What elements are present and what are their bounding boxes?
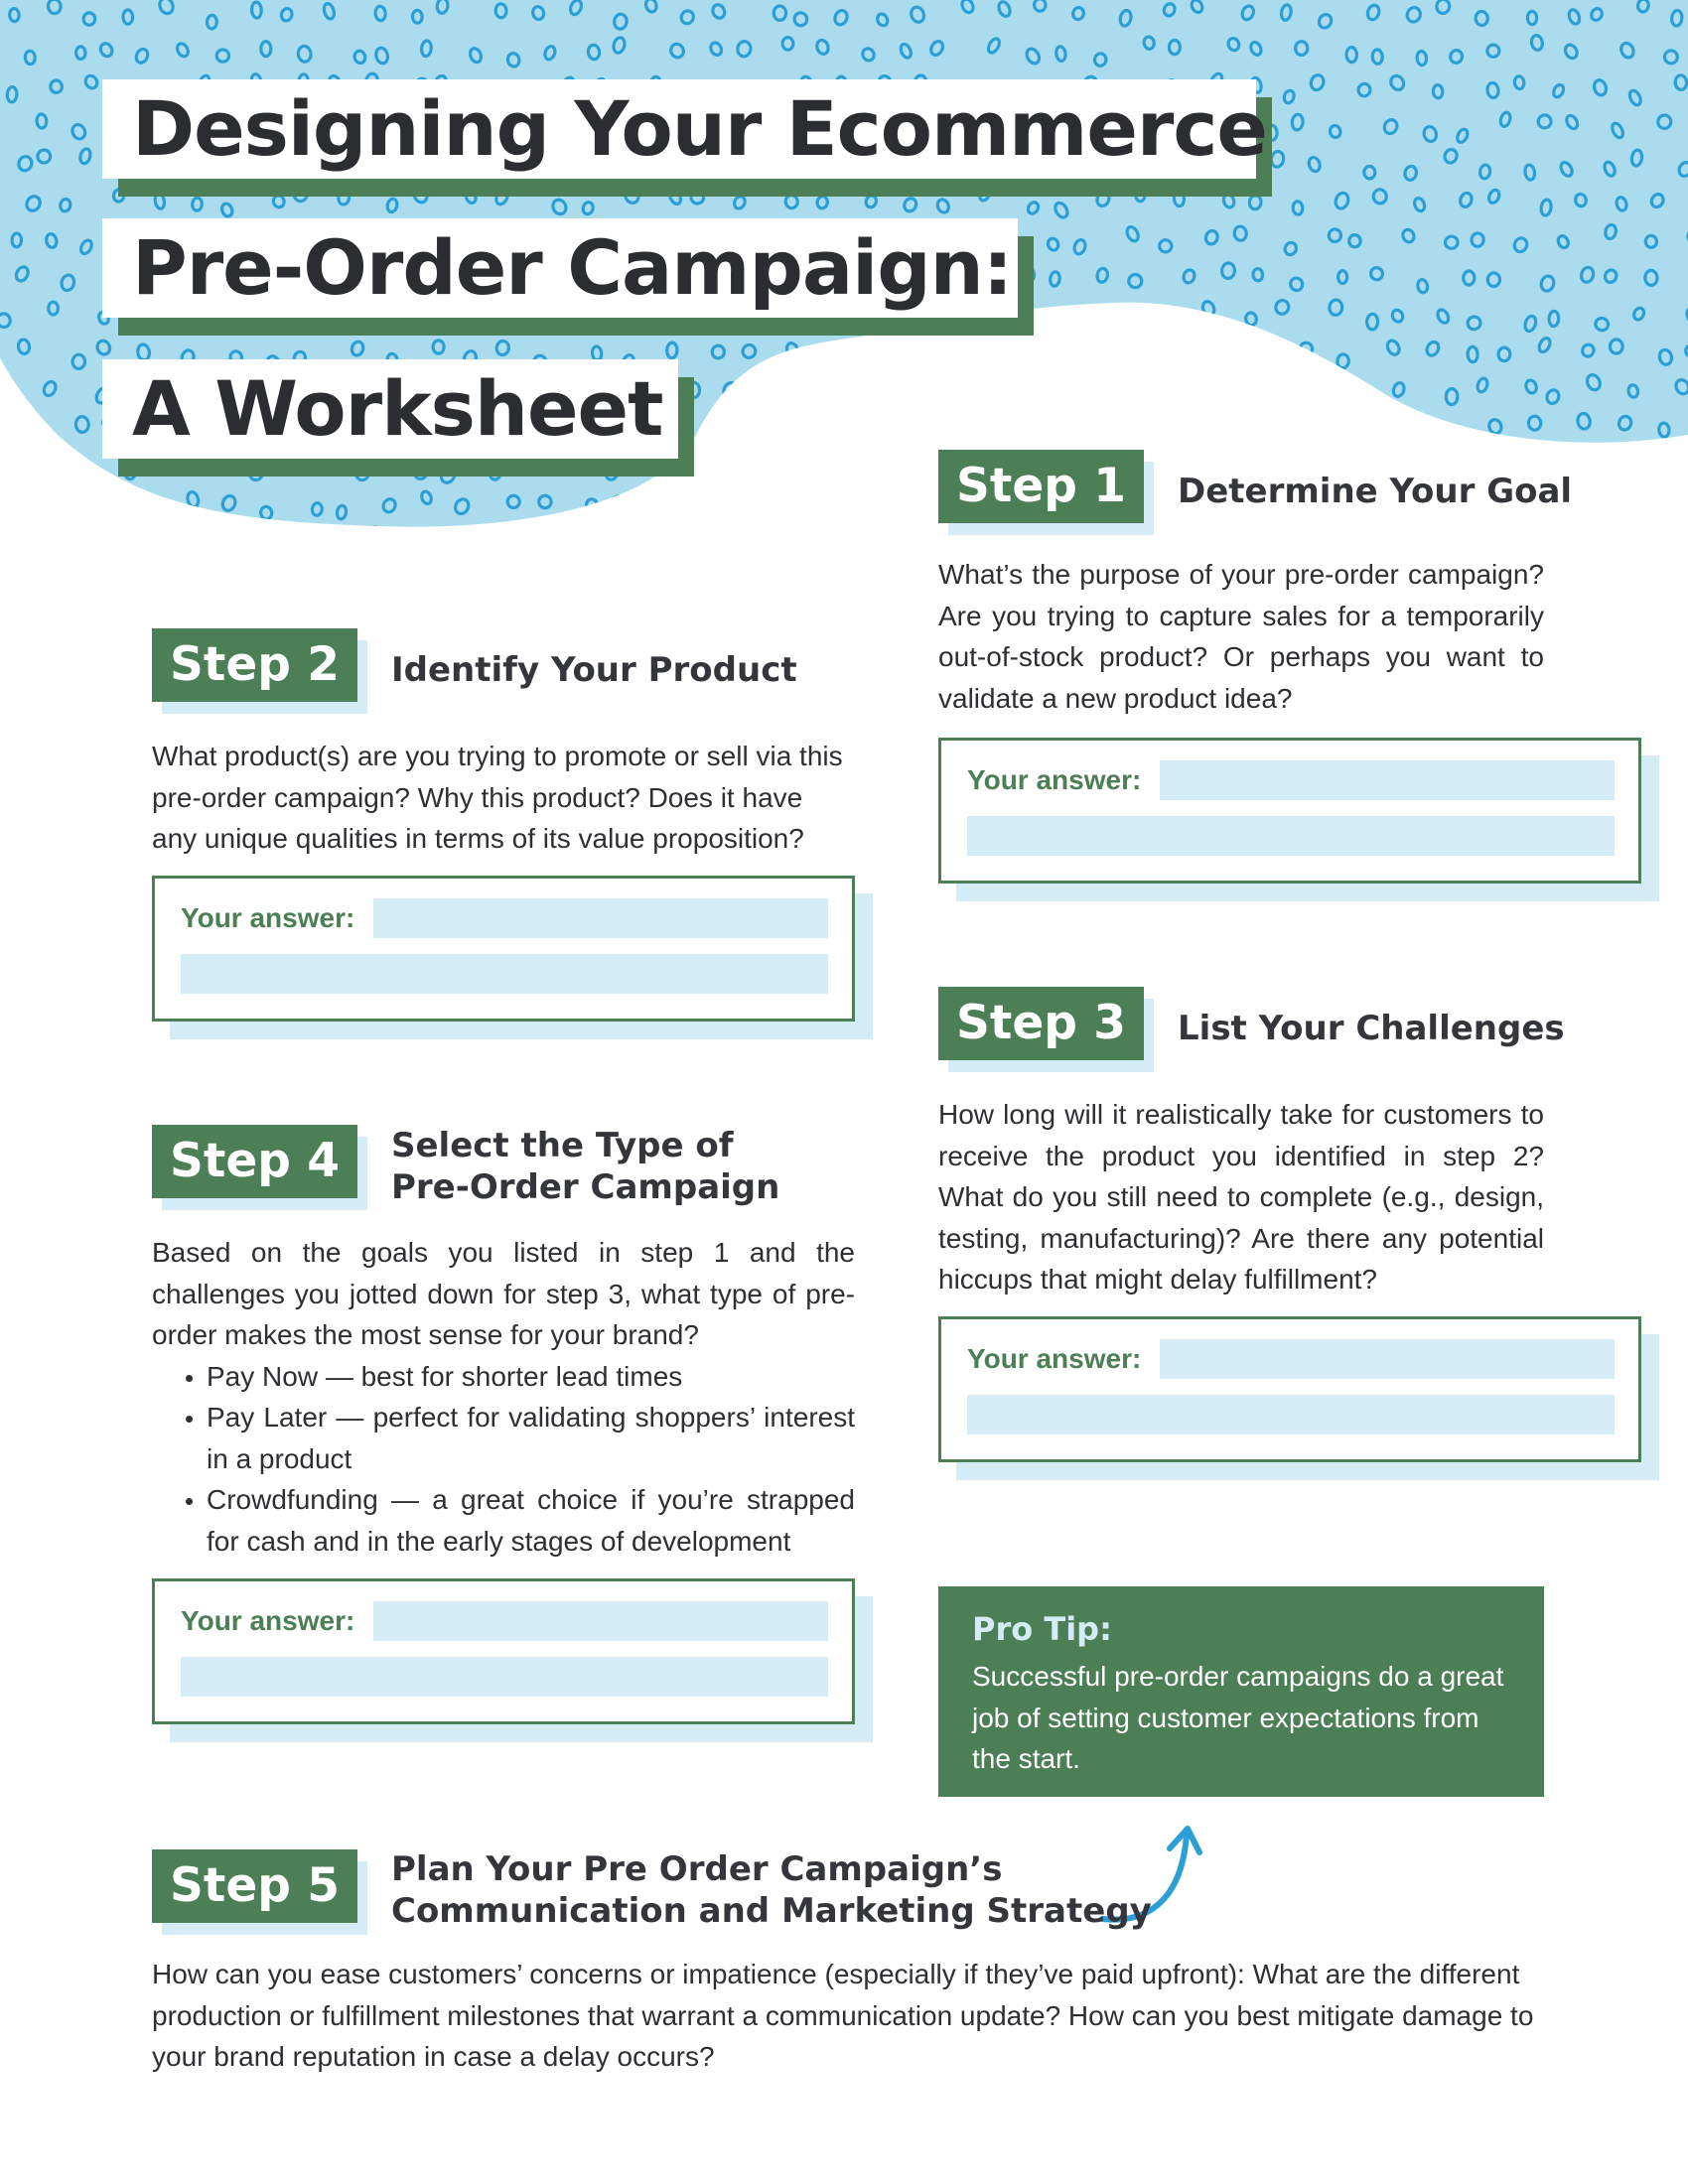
dot-circle <box>994 533 1011 550</box>
dot-circle <box>1092 351 1108 369</box>
step-1-label: Step 1 <box>938 450 1144 523</box>
pro-tip-box <box>938 1586 1544 1797</box>
dot-circle <box>753 455 769 472</box>
dot-circle <box>1101 425 1116 440</box>
step-1-answer-box[interactable] <box>938 738 1641 884</box>
title-line-2 <box>102 218 1018 318</box>
dot-circle <box>478 533 489 549</box>
dot-circle <box>367 526 380 542</box>
step-2-title: Identify Your Product <box>391 650 797 690</box>
dot-circle <box>1432 534 1445 551</box>
pro-tip-body: Successful pre-order campaigns do a great job of setting customer expectations from the start. <box>972 1661 1504 1774</box>
dot-circle <box>1644 533 1660 550</box>
dot-circle <box>0 462 11 477</box>
dot-circle <box>1075 386 1090 402</box>
dot-circle <box>1584 502 1599 518</box>
dot-circle <box>1124 305 1136 321</box>
step-4-label: Step 4 <box>152 1125 357 1198</box>
step-4-bullet-list <box>152 1356 855 1563</box>
step-5-title <box>391 1848 1152 1932</box>
dot-circle <box>877 375 891 392</box>
dot-circle <box>401 543 413 557</box>
dot-circle <box>901 491 914 508</box>
dot-circle <box>1254 419 1271 436</box>
title-text-1: Designing Your Ecommerce <box>132 84 1267 173</box>
dot-circle <box>1191 452 1203 469</box>
dot-circle <box>21 429 38 446</box>
dot-circle <box>933 426 945 439</box>
dot-circle <box>217 527 230 542</box>
step-2-answer-box[interactable] <box>152 876 855 1022</box>
dot-circle <box>79 462 95 480</box>
dot-circle <box>1190 387 1204 405</box>
dot-circle <box>1642 454 1655 469</box>
dot-circle <box>944 341 959 357</box>
step-5-label: Step 5 <box>152 1849 357 1923</box>
dot-circle <box>1248 385 1257 399</box>
answer-label: Your answer: <box>181 902 355 933</box>
dot-circle <box>32 488 45 504</box>
dot-circle <box>687 527 699 540</box>
step-3-answer-box[interactable] <box>938 1316 1641 1462</box>
dot-circle <box>1246 531 1260 547</box>
dot-circle <box>851 424 863 441</box>
dot-circle <box>803 540 816 556</box>
step-1-badge <box>938 450 1144 523</box>
answer-label: Your answer: <box>967 1343 1142 1374</box>
dot-circle <box>877 459 894 477</box>
dot-circle <box>1212 342 1227 360</box>
step-4-answer-box[interactable] <box>152 1578 855 1724</box>
dot-circle <box>611 494 627 511</box>
step-2-label: Step 2 <box>152 628 357 702</box>
dot-circle <box>1253 352 1267 368</box>
step-1-title: Determine Your Goal <box>1178 472 1573 511</box>
dot-circle <box>438 528 453 545</box>
step-4-title-line-2: Pre-Order Campaign <box>391 1167 780 1207</box>
step-3-body: How long will it realistically take for customers to receive the product you identified in step 2? What do you still need to complete (e.g., design, testing, manufacturing)? Are there any potential hiccups that might delay fulfillment? <box>938 1099 1544 1295</box>
dot-circle <box>250 539 262 553</box>
dot-circle <box>1046 308 1061 325</box>
dot-circle <box>120 530 134 546</box>
dot-circle <box>914 384 930 400</box>
dot-circle <box>769 542 782 559</box>
dot-circle <box>1060 343 1074 358</box>
dot-circle <box>1154 305 1169 323</box>
dot-circle <box>982 426 997 441</box>
dot-circle <box>1680 460 1688 477</box>
dot-circle <box>704 501 720 517</box>
step-5-title-line-2: Communication and Marketing Strategy <box>391 1891 1152 1931</box>
dot-circle <box>1591 459 1606 476</box>
dot-circle <box>1159 452 1174 470</box>
dot-circle <box>860 344 875 359</box>
dot-circle <box>883 541 896 556</box>
dot-circle <box>781 427 798 444</box>
dot-circle <box>830 539 847 556</box>
dot-circle <box>556 539 574 557</box>
dot-circle <box>1011 415 1025 430</box>
dot-circle <box>1123 384 1137 401</box>
dot-circle <box>1354 381 1369 397</box>
dot-circle <box>0 392 12 407</box>
dot-circle <box>861 500 874 516</box>
dot-circle <box>1075 311 1086 326</box>
step-5-badge <box>152 1849 357 1923</box>
dot-circle <box>1332 422 1347 440</box>
answer-line[interactable] <box>967 1395 1615 1434</box>
answer-line[interactable] <box>373 898 828 938</box>
step-4-title <box>391 1125 779 1208</box>
dot-circle <box>159 541 173 556</box>
bullet-crowdfunding: • Crowdfunding — a great choice if you’re strapped for cash and in the early stages of development <box>207 1479 855 1562</box>
dot-circle <box>785 500 804 519</box>
step-4-body: Based on the goals you listed in step 1 and the challenges you jotted down for step 3, what type of pre-order makes the most sense for your brand? <box>152 1237 855 1350</box>
dot-circle <box>1033 383 1050 401</box>
title-line-3 <box>102 359 678 459</box>
answer-line[interactable] <box>967 816 1615 856</box>
step-2-badge <box>152 628 357 702</box>
dot-circle <box>43 537 58 556</box>
dot-circle <box>1560 450 1574 468</box>
dot-circle <box>843 383 859 401</box>
answer-label: Your answer: <box>181 1605 355 1636</box>
dot-circle <box>1375 414 1390 432</box>
dot-circle <box>1010 384 1021 397</box>
step-4-title-line-1: Select the Type of <box>391 1126 734 1165</box>
dot-circle <box>744 502 759 518</box>
dot-circle <box>1181 355 1190 368</box>
dot-circle <box>1192 537 1204 551</box>
dot-circle <box>977 341 989 355</box>
title-text-2: Pre-Order Campaign: <box>132 223 1013 312</box>
dot-circle <box>1470 528 1485 544</box>
title-text-3: A Worksheet <box>132 364 663 453</box>
answer-line[interactable] <box>181 1657 828 1697</box>
dot-circle <box>1173 419 1186 434</box>
dot-circle <box>817 496 828 511</box>
dot-circle <box>770 379 785 395</box>
bullet-pay-now: • Pay Now — best for shorter lead times <box>207 1356 855 1398</box>
answer-label: Your answer: <box>967 764 1142 795</box>
step-5-title-line-1: Plan Your Pre Order Campaign’s <box>391 1849 1003 1889</box>
dot-circle <box>1409 420 1422 434</box>
dot-circle <box>1050 428 1065 445</box>
dot-circle <box>529 527 544 542</box>
dot-circle <box>1309 538 1322 555</box>
dot-circle <box>88 533 103 550</box>
step-3-title: List Your Challenges <box>1178 1009 1565 1048</box>
dot-circle <box>1680 537 1688 553</box>
dot-circle <box>1021 343 1034 358</box>
dot-circle <box>1326 377 1342 394</box>
title-line-1 <box>102 79 1267 179</box>
dot-circle <box>926 465 937 478</box>
bullet-pay-later: • Pay Later — perfect for validating shoppers’ interest in a product <box>207 1397 855 1479</box>
dot-circle <box>1614 490 1627 506</box>
dot-circle <box>748 419 760 435</box>
dot-circle <box>117 487 128 503</box>
dot-circle <box>817 427 828 441</box>
answer-line[interactable] <box>1160 760 1615 800</box>
dot-circle <box>1159 385 1174 402</box>
dot-circle <box>136 496 150 512</box>
dot-circle <box>67 494 81 510</box>
dot-circle <box>842 459 857 476</box>
pro-tip-title: Pro Tip: <box>972 1610 1112 1648</box>
dot-circle <box>931 530 946 548</box>
answer-line[interactable] <box>1160 1339 1615 1379</box>
dot-circle <box>1367 537 1378 553</box>
step-2-body: What product(s) are you trying to promote or sell via this pre-order campaign? Why this product? Does it have any unique qualities in terms of its value proposition? <box>152 741 843 854</box>
dot-circle <box>904 420 918 436</box>
dot-circle <box>807 462 819 478</box>
dot-circle <box>1606 540 1616 553</box>
answer-line[interactable] <box>373 1601 828 1641</box>
dot-circle <box>960 383 976 401</box>
dot-circle <box>1211 423 1224 441</box>
step-3-label: Step 3 <box>938 987 1144 1060</box>
dot-circle <box>1446 424 1461 441</box>
dot-circle <box>1271 390 1285 407</box>
step-1-body: What’s the purpose of your pre-order campaign? Are you trying to capture sales for a temporarily out-of-stock product? Or perhaps you want to validate a new product idea? <box>938 559 1544 714</box>
dot-circle <box>1127 413 1143 431</box>
dot-circle <box>652 539 664 554</box>
dot-circle <box>53 462 63 476</box>
dot-circle <box>1139 348 1153 364</box>
dot-circle <box>1659 499 1675 517</box>
dot-circle <box>666 496 682 514</box>
dot-circle <box>2 541 13 555</box>
dot-circle <box>697 427 714 445</box>
dot-circle <box>325 541 340 558</box>
dot-circle <box>730 452 743 466</box>
dot-circle <box>829 349 843 362</box>
dot-circle <box>715 537 732 555</box>
dot-circle <box>800 385 814 399</box>
dot-circle <box>896 354 911 369</box>
step-5-body: How can you ease customers’ concerns or impatience (especially if they’ve paid upfront): What are the different production or fulfillment milestones that warrant a communication update? How can you best mitigate damage to your brand reputation in case a delay occurs? <box>152 1959 1534 2072</box>
step-4-body-block <box>152 1232 855 1562</box>
dot-circle <box>1560 527 1576 545</box>
answer-line[interactable] <box>181 954 828 994</box>
dot-circle <box>599 543 614 559</box>
dot-circle <box>1300 416 1310 429</box>
step-4-badge <box>152 1125 357 1198</box>
dot-circle <box>285 531 298 545</box>
dot-circle <box>1030 535 1046 552</box>
dot-circle <box>1514 526 1529 542</box>
dot-circle <box>1168 537 1182 555</box>
step-3-badge <box>938 987 1144 1060</box>
